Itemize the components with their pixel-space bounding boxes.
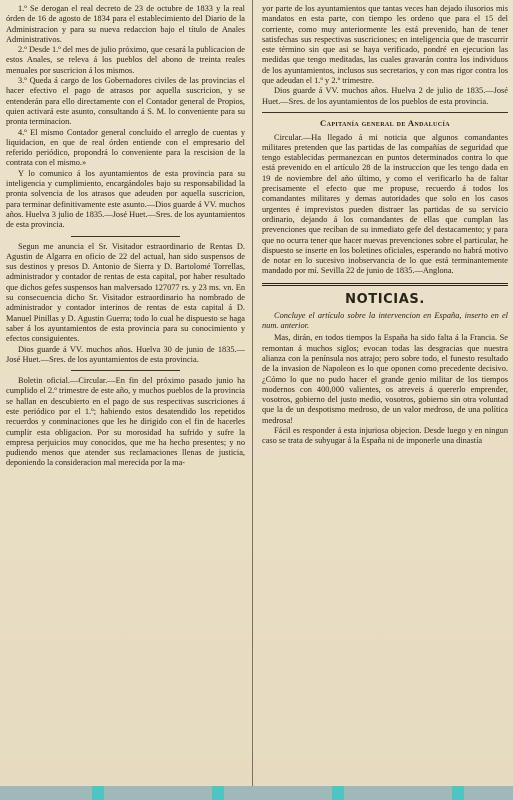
article-paragraph: 4.º El mismo Contador general concluido el arreglo de cuentas y liquidacion, en que de real órden entiende con el empresario del referido periódico, propondrá lo conveniente para la rescision de la contrata con el mismo.» xyxy=(6,127,245,168)
article-paragraph: Circular.—Ha llegado á mi noticia que algunos comandantes militares pretenden que las partidas de las compañías de seguridad que tengo establecidas permanezcan en puntos determinados contra lo que está prevenido en el artículo 28 de la instruccion que les tengo dada en 19 de noviembre del año último, y como el verificarlo ha de faltar precisamente el efecto que me propuse, recuerdo á todos los comandantes militares y demas autoridades que solo en los casos urgentes é imprevistos pueden distraer las partidas de su servicio ordinario, dejando á los comandantes de ellas que cumplan las prevenciones que reciban de su inmediato gefe del destacamento; y para que no ocurra tener que hacer nuevas prevenciones sobre el particular, he dispuesto se inserte en los boletines oficiales, esperando no habrá motivo de notar en lo sucesivo inobservancia de lo que está terminantemente mandado por mí. Sevilla 22 de junio de 1835.—Anglona. xyxy=(262,132,508,276)
scan-edge-strip xyxy=(0,786,513,800)
scan-marker xyxy=(212,786,224,800)
scan-marker xyxy=(332,786,344,800)
section-heading-capitania: Capitanía general de Andalucía xyxy=(320,117,450,128)
section-heading-noticias: NOTICIAS. xyxy=(345,291,425,307)
divider xyxy=(262,283,508,286)
divider xyxy=(262,112,508,113)
article-paragraph: 2.º Desde 1.º del mes de julio próximo, que cesará la publicacion de estos Anales, se releva á los pueblos del abono de treinta reales menuales por suscricion á los mismos. xyxy=(6,45,245,75)
scan-marker xyxy=(92,786,104,800)
article-paragraph: Fácil es responder á esta injuriosa objecion. Desde luego y en ningun caso se trata de subyugar á la España ni de imponerle una dinastía xyxy=(262,426,508,446)
divider xyxy=(71,236,181,237)
left-column xyxy=(6,4,245,800)
article-paragraph: Mas, dirán, en todos tiempos la España ha sido falta á la Francia. Se remontan á muchos siglos; evocan todas las desgracias que nuestra alianza con la península nos atrajo; pero sobre todo, el funesto resultado de la invasion de Napoleon es lo que oponen como precedente decisivo. ¿Cómo lo que no pudo hacer el grande genio militar de los tiempos modernos con 400,000 valientes, os atreveis á quererlo emprender, vosotros, gobierno del justo medio, vosotros, gobierno sin otra voluntad que la de un despotismo medroso, de un valor medroso, de una política medrosa! xyxy=(262,333,508,425)
article-paragraph: Dios guarde á VV. muchos años. Huelva 2 de julio de 1835.—José Huet.—Sres. de los ayuntamientos de los pueblos de esta provincia. xyxy=(262,86,508,106)
article-paragraph: Y lo comunico á los ayuntamientos de esta provincia para su inteligencia y cumplimiento, encargándoles bajo su responsabilidad la pronta solvencia de los atrasos que adeuden por aquella suscricion, para terminar definitivamente este asunto.—Dios guarde á VV. muchos años. Huelva 3 julio de 1835.—José Huet.—Sres. de los ayuntamientos de esta provincia. xyxy=(6,168,245,230)
divider xyxy=(71,370,181,371)
article-subheading: Concluye el artículo sobre la intervencion en España, inserto en el num. anterior. xyxy=(262,310,508,331)
article-paragraph: Boletin oficial.—Circular.—En fin del próximo pasado junio ha cumplido el 2.º trimestre de este año, y muchos pueblos de la provincia se hallan en descubierto en el pago de sus respectivas suscriciones á este periódico por el 1.º; habiendo estos desatendido los repetidos recuerdos y conminaciones que les he dirigido con el fin de hacerles cumplir esta obligacion. Por su morosidad ha sufrido y sufre la empresa perjuicios muy conocidos, que me ha hecho presentes; y no pudiendo menos que atender sus reclamaciones llenas de justicia, deponiendo la consideracion mal merecida por la ma- xyxy=(6,376,245,468)
right-column xyxy=(262,4,508,800)
article-paragraph: Dios guarde á VV. muchos años. Huelva 30 de junio de 1835.—José Huet.—Sres. de los ayuntamientos de esta provincia. xyxy=(6,344,245,364)
article-paragraph: yor parte de los ayuntamientos que tantas veces han dejado ilusorios mis mandatos en esta parte, con tiempo les ordeno que para el 15 del corriente, como muy anteriormente les está prevenido, han de tener satisfechas sus respectivas suscriciones; en inteligencia que de trascurrir este término sin que asi se haya verificado, pondré en ejecucion las medidas que tengo meditadas, las cuales gravarán contra los individuos de los ayuntamientos, inclusos sus secretarios, y con mas rigor contra los que adeudan el 1.º y 2.º trimestre. xyxy=(262,4,508,86)
scan-marker xyxy=(452,786,464,800)
article-paragraph: 1.º Se derogan el real decreto de 23 de octubre de 1833 y la real órden de 16 de agosto de 1834 para el establecimiento del Diario de la Administracion y para su nueva redaccion bajo el título de Anales Administrativos. xyxy=(6,4,245,44)
column-rule xyxy=(252,0,253,800)
article-paragraph: 3.º Queda á cargo de los Gobernadores civiles de las provincias el hacer efectivo el pago de atrasos por aquella suscricion, y se entenderán para ello directamente con el Contador general de Propios, quien activará este asunto, consultando á S. M. lo conveniente para su pronta terminacion. xyxy=(6,76,245,127)
article-paragraph: Segun me anuncia el Sr. Visitador estraordinario de Rentas D. Agustin de Algarra en oficio de 22 del actual, han sido suspensos de sus destinos y presos D. Antonio de Sierra y D. Bartolomé Torrellas, administrador y contador de rentas de esta capital, por haber resultado que dichos gefes suspensos han malversado 127077 rs. y 23 ms. vn. En su consecuencia dicho Sr. Visitador estraordinario ha nombrado de administrador y contador interinos de rentas de esta capital á D. Manuel Pinillas y D. Agustin Guerra; todo lo cual he dispuesto se haga saber á los ayuntamientos de esta provincia para su conocimiento y efectos consiguientes. xyxy=(6,241,245,344)
